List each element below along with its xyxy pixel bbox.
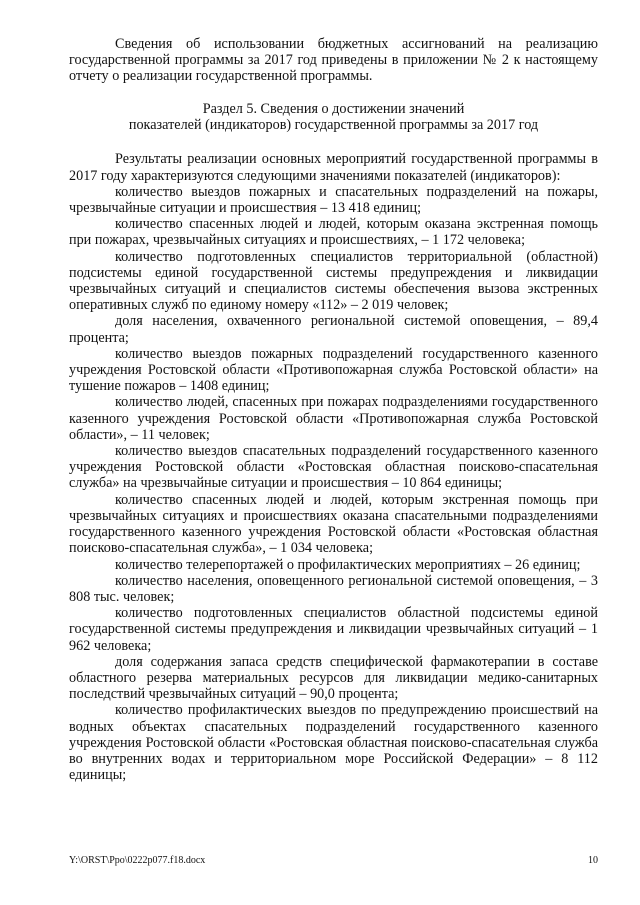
intro-paragraph: Сведения об использовании бюджетных ассигнований на реализацию государственной программы за 2017 год приведены в приложении № 2 к настоящему отчету о реализации государственной программы.: [69, 36, 598, 85]
indicator-paragraph: доля населения, охваченного региональной системой оповещения, – 89,4 процента;: [69, 313, 598, 346]
indicator-paragraph: доля содержания запаса средств специфической фармакотерапии в составе областного резерва материальных ресурсов для ликвидации медико-санитарных последствий чрезвычайных ситуаций – 90,0 процента;: [69, 653, 598, 703]
indicator-paragraph: количество выездов пожарных подразделений государственного казенного учреждения Ростовской области «Противопожарная служба Ростовской области» на тушение пожаров – 1408 единиц;: [69, 345, 598, 395]
section-title-line-1: Раздел 5. Сведения о достижении значений: [202, 100, 465, 117]
indicator-paragraph: количество выездов пожарных и спасательных подразделений на пожары, чрезвычайные ситуации и происшествия – 13 418 единиц;: [69, 183, 598, 217]
indicator-paragraph: Результаты реализации основных мероприятий государственной программы в 2017 году характеризуются следующими значениями показателей (индикаторов):: [69, 151, 598, 184]
indicator-paragraph: количество телерепортажей о профилактических мероприятиях – 26 единиц;: [115, 556, 581, 573]
indicator-paragraph: количество населения, оповещенного региональной системой оповещения, – 3 808 тыс. человек;: [69, 572, 598, 605]
indicator-paragraph: количество подготовленных специалистов областной подсистемы единой государственной системы предупреждения и ликвидации чрезвычайных ситуаций – 1 962 человека;: [69, 605, 598, 654]
indicator-paragraph: количество спасенных людей и людей, которым экстренная помощь при чрезвычайных ситуациях и происшествиях оказана спасательными подразделениями государственного казенного учреждения Ростовской области «Ростовская областная поисково-спасательная служба», – 1 034 человека;: [69, 491, 598, 557]
page-number: 10: [588, 855, 598, 866]
indicator-paragraph: количество выездов спасательных подразделений государственного казенного учреждения Ростовской области «Ростовская областная поисково-спасательная служба» на чрезвычайные ситуации и происшествия – 10 864 единицы;: [69, 443, 598, 492]
document-body: [69, 36, 598, 783]
section-title-line-2: показателей (индикаторов) государственной программы за 2017 год: [128, 117, 539, 134]
file-path: Y:\ORST\Ppo\0222p077.f18.docx: [69, 855, 206, 866]
indicator-paragraph: количество спасенных людей и людей, которым оказана экстренная помощь при пожарах, чрезвычайных ситуациях и происшествиях, – 1 172 человека;: [69, 216, 598, 249]
indicator-paragraph: количество людей, спасенных при пожарах подразделениями государственного казенного учреждения Ростовской области «Противопожарная служба Ростовской области», – 11 человек;: [69, 394, 598, 443]
section-heading: [69, 101, 598, 134]
indicator-paragraph: количество подготовленных специалистов территориальной (областной) подсистемы единой государственной системы предупреждения и ликвидации чрезвычайных ситуаций и специалистов системы обеспечения вызова экстренных оперативных служб по единому номеру «112» – 2 019 человек;: [69, 248, 598, 314]
indicator-paragraph: количество профилактических выездов по предупреждению происшествий на водных объектах спасательных подразделений государственного казенного учреждения Ростовской области «Ростовская областная поисково-спасательная служба во внутренних водах и территориальном море Российской Федерации» – 8 112 единицы;: [69, 702, 598, 784]
